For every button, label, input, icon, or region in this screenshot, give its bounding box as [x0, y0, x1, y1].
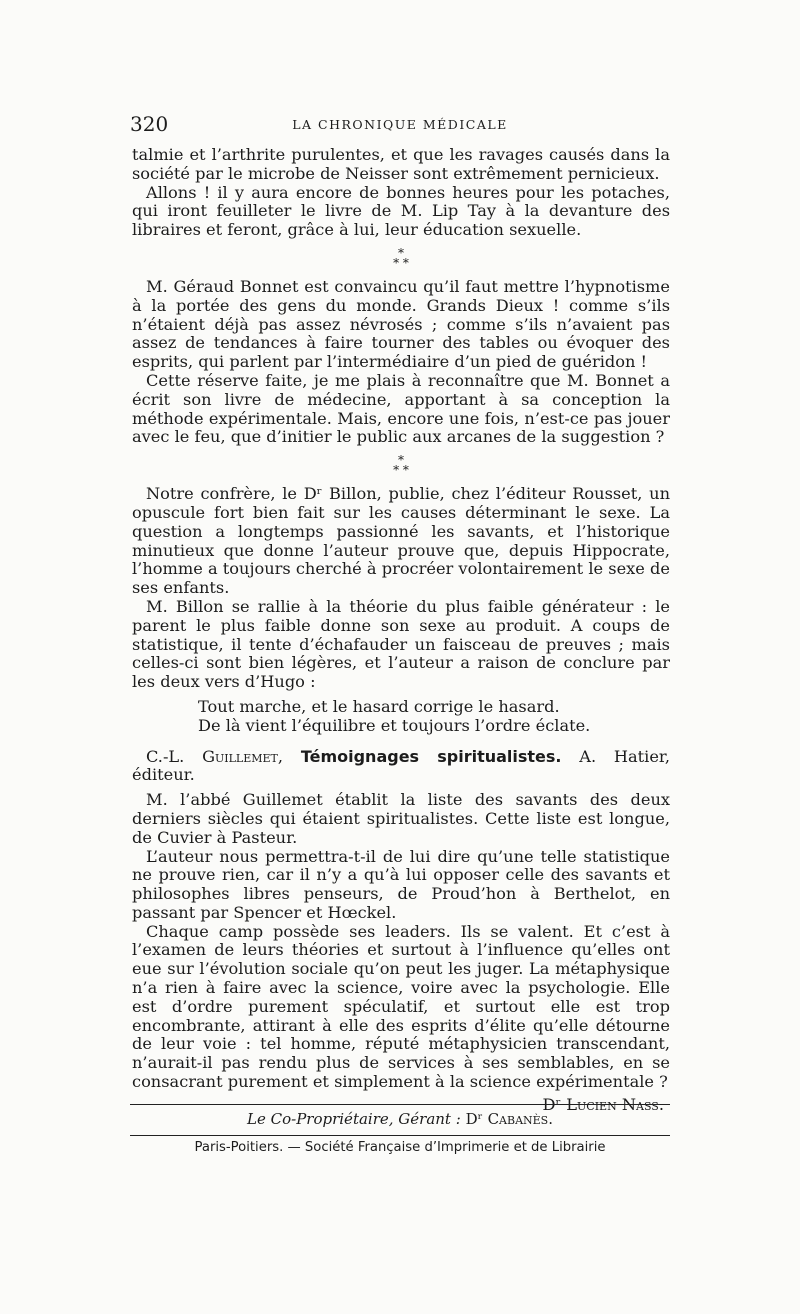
page-number: 320: [130, 112, 169, 136]
paragraph: Chaque camp possède ses leaders. Ils se valent. Et c’est à l’examen de leurs théories et surtout à l’influence qu’elles ont eue sur l’évolution sociale qu’on peut les juger. La métaphysique n’a rien à faire avec la science, voire avec la psychologie. Elle est d’ordre purement spéculatif, et surtout elle est trop encombrante, attirant à elle des esprits d’élite qu’elle détourne de leur voie : tel homme, réputé métaphysicien transcendant, n’aurait-il pas rendu plus de services à ses semblables, en se consacrant purement et simplement à la science expérimentale ?: [132, 921, 670, 1092]
review-title: Témoignages spiritualistes.: [300, 746, 562, 766]
paragraph: Allons ! il y aura encore de bonnes heures pour les potaches, qui iront feuilleter le livre de M. Lip Tay à la devanture des libraires et feront, grâce à lui, leur éducation sexuelle.: [132, 182, 670, 240]
section-separator-asterism: * * *: [393, 245, 409, 270]
paragraph: talmie et l’arthrite purulentes, et que les ravages causés dans la société par le microbe de Neisser sont extrêmement pernicieux.: [132, 145, 670, 183]
gerant-line: [130, 1110, 670, 1128]
paragraph: M. l’abbé Guillemet établit la liste des savants des deux derniers siècles qui étaient spiritualistes. Cette liste est longue, de Cuvier à Pasteur.: [132, 790, 670, 847]
author-signature: Dʳ Lucien Nass.: [542, 1094, 664, 1114]
article-body: [132, 146, 670, 1115]
paragraph: Notre confrère, le Dʳ Billon, publie, chez l’éditeur Rousset, un opuscule fort bien fait sur les causes déterminant le sexe. La question a longtemps passionné les savants, et l’historique minutieux que donne l’auteur prouve que, depuis Hippocrate, l’homme a toujours cherché à procréer volontairement le sexe de ses enfants.: [132, 484, 670, 598]
footer-rule-bottom: [130, 1135, 670, 1136]
running-title: LA CHRONIQUE MÉDICALE: [292, 117, 508, 132]
gerant-label: Le Co-Propriétaire, Gérant :: [247, 1110, 461, 1128]
gerant-name: Dʳ Cabanès.: [465, 1110, 553, 1128]
paragraph: Cette réserve faite, je me plais à reconnaître que M. Bonnet a écrit son livre de médecine, apportant à sa conception la méthode expérimentale. Mais, encore une fois, n’est-ce pas jouer avec le feu, que d’initier le public aux arcanes de la suggestion ?: [132, 370, 670, 447]
review-author: C.-L. Guillemet,: [146, 746, 284, 766]
printer-imprint: Paris-Poitiers. — Société Française d’Imprimerie et de Librairie: [194, 1140, 606, 1155]
section-separator-asterism: * * *: [393, 453, 409, 478]
review-publisher: A. Hatier, éditeur.: [132, 746, 671, 785]
paragraph: M. Billon se rallie à la théorie du plus faible générateur : le parent le plus faible donne son sexe au produit. A coups de statistique, il tente d’échafauder un faisceau de preuves ; mais celles-ci sont bien légères, et l’auteur a raison de conclure par les deux vers d’Hugo :: [132, 596, 670, 692]
review-heading: [132, 748, 670, 786]
paragraph: M. Géraud Bonnet est convaincu qu’il faut mettre l’hypnotisme à la portée des gens du monde. Grands Dieux ! comme s’ils n’étaient déjà pas assez névrosés ; comme s’ils n’avaient pas assez de tendances à faire tourner des tables ou évoquer des esprits, qui parlent par l’intermédiaire d’un pied de guéridon !: [132, 276, 670, 372]
verse-line: De là vient l’équilibre et toujours l’ordre éclate.: [198, 715, 591, 735]
footer-rule-top: [130, 1104, 670, 1105]
paragraph: L’auteur nous permettra-t-il de lui dire qu’une telle statistique ne prouve rien, car il n’y a qu’à lui opposer celle des savants et philosophes libres penseurs, de Proud’hon à Berthelot, en passant par Spencer et Hœckel.: [132, 846, 670, 922]
verse-line: Tout marche, et le hasard corrige le hasard.: [198, 696, 560, 716]
page-header: [130, 112, 670, 136]
